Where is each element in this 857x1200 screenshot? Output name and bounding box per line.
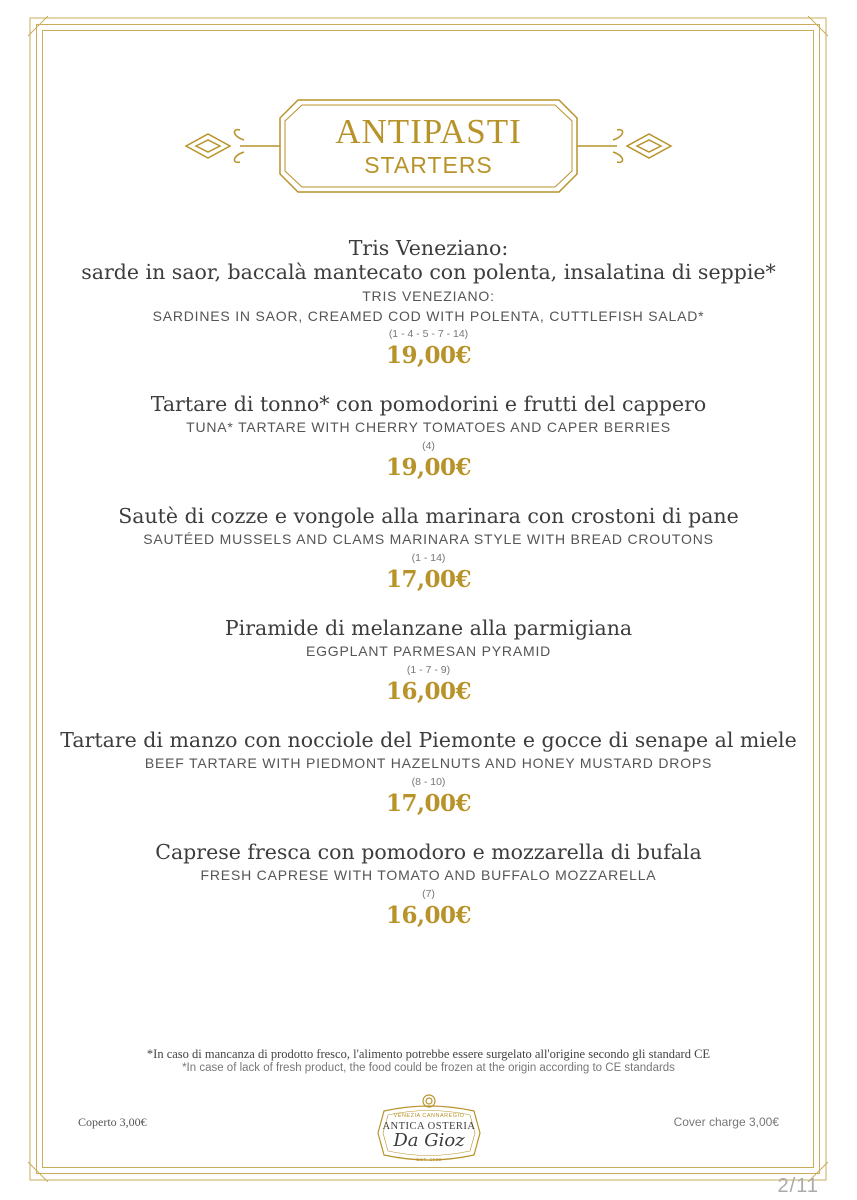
- dish-english: EGGPLANT PARMESAN PYRAMID: [305, 643, 552, 659]
- dish-name: Tartare di manzo con nocciole del Piemonte e gocce di senape al miele: [60, 728, 797, 752]
- menu-item: [44, 616, 813, 706]
- dish-name: Tartare di tonno* con pomodorini e frutti del cappero: [150, 392, 707, 416]
- dish-price: 17,00€: [385, 790, 472, 817]
- dish-allergens: (1 - 7 - 9): [406, 664, 451, 676]
- coperto-label: Coperto 3,00€: [78, 1115, 147, 1129]
- dish-allergens: (7): [422, 888, 435, 900]
- logo-subtitle: VENEZIA CANNAREGIO: [393, 1113, 465, 1119]
- dish-allergens: (4): [422, 440, 435, 452]
- logo-est: EST. 1930: [416, 1157, 442, 1162]
- menu-item: [44, 392, 813, 482]
- dish-name: Caprese fresca con pomodoro e mozzarella di bufala: [155, 840, 702, 864]
- dish-name: Sautè di cozze e vongole alla marinara con crostoni di pane: [118, 504, 739, 528]
- page-number: 2/11: [777, 1175, 819, 1197]
- logo-title: ANTICA OSTERIA: [382, 1121, 476, 1132]
- cover-charge-label: Cover charge 3,00€: [673, 1115, 779, 1129]
- section-subtitle: STARTERS: [364, 152, 493, 178]
- logo-script: Da Gioz: [393, 1130, 465, 1151]
- menu-list: [44, 236, 813, 952]
- dish-english: TUNA* TARTARE WITH CHERRY TOMATOES AND CAPER BERRIES: [186, 419, 671, 435]
- dish-price: 17,00€: [385, 566, 472, 593]
- dish-price: 19,00€: [385, 342, 472, 369]
- dish-price: 19,00€: [385, 454, 472, 481]
- frozen-note-italian: *In caso di mancanza di prodotto fresco, l'alimento potrebbe essere surgelato all'origine secondo gli standard CE: [146, 1047, 711, 1061]
- dish-price: 16,00€: [385, 902, 472, 929]
- dish-allergens: (1 - 4 - 5 - 7 - 14): [388, 328, 469, 340]
- frozen-note-english: *In case of lack of fresh product, the food could be frozen at the origin according to CE standards: [182, 1062, 675, 1074]
- dish-english: BEEF TARTARE WITH PIEDMONT HAZELNUTS AND HONEY MUSTARD DROPS: [144, 755, 713, 771]
- section-header: [0, 98, 857, 194]
- dish-allergens: (1 - 14): [411, 552, 446, 564]
- dish-allergens: (8 - 10): [411, 776, 446, 788]
- menu-item: [44, 504, 813, 594]
- dish-name: Piramide di melanzane alla parmigiana: [224, 616, 633, 640]
- dish-price: 16,00€: [385, 678, 472, 705]
- dish-name: Tris Veneziano: sarde in saor, baccalà mantecato con polenta, insalatina di seppie*: [81, 236, 776, 284]
- restaurant-logo: [370, 1093, 488, 1171]
- menu-item: [44, 236, 813, 370]
- dish-english: FRESH CAPRESE WITH TOMATO AND BUFFALO MOZZARELLA: [200, 867, 657, 883]
- dish-english: TRIS VENEZIANO: SARDINES IN SAOR, CREAMED COD WITH POLENTA, CUTTLEFISH SALAD*: [152, 288, 705, 324]
- menu-item: [44, 728, 813, 818]
- dish-english: SAUTÉED MUSSELS AND CLAMS MARINARA STYLE WITH BREAD CROUTONS: [143, 531, 714, 547]
- menu-item: [44, 840, 813, 930]
- section-title: ANTIPASTI: [335, 112, 522, 151]
